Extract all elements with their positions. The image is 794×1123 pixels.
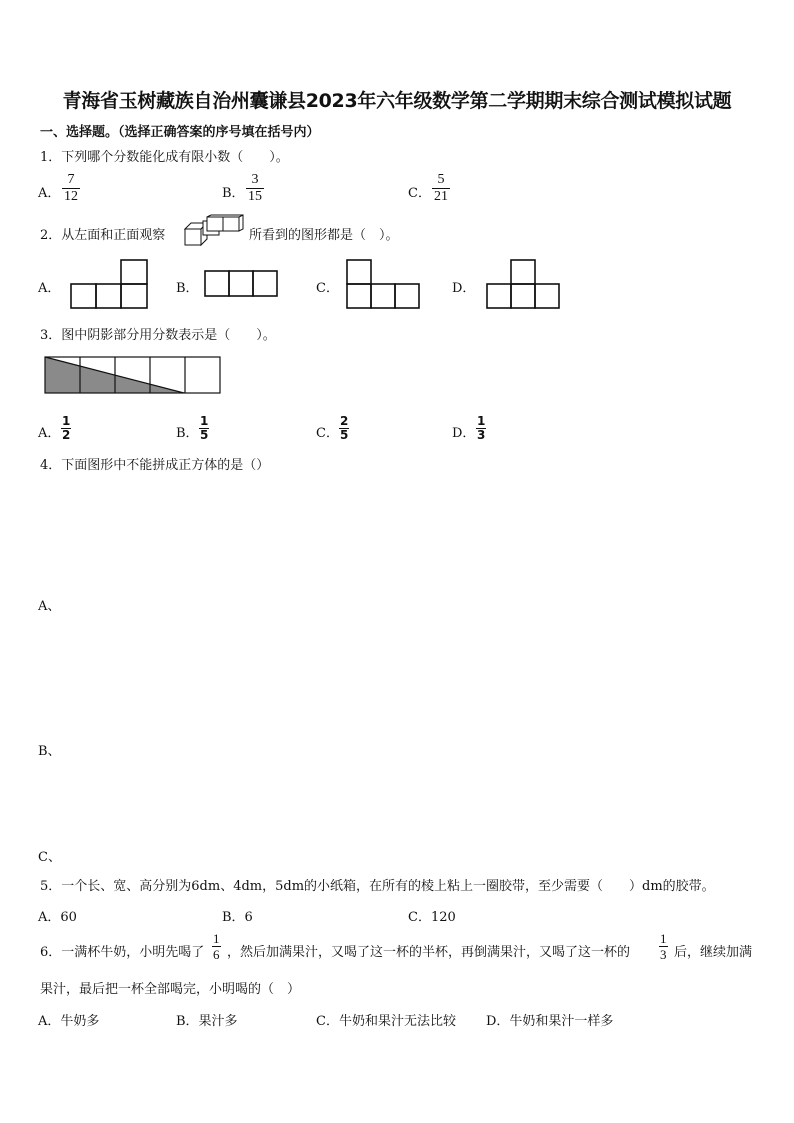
- q4-stem: 4．下面图形中不能拼成正方体的是（）: [40, 458, 270, 473]
- q1-option-b-fraction[interactable]: [246, 172, 264, 205]
- denominator: 12: [64, 189, 78, 204]
- q6-option-b[interactable]: B．果汁多: [176, 1014, 238, 1029]
- q3-option-a-label[interactable]: A．: [38, 426, 61, 441]
- q4-option-b-label[interactable]: B、: [38, 744, 61, 759]
- q6-option-c[interactable]: C．牛奶和果汁无法比较: [316, 1014, 456, 1029]
- q1-option-a-fraction[interactable]: [62, 172, 80, 205]
- numerator: 5: [437, 172, 445, 187]
- q6-option-d[interactable]: D．牛奶和果汁一样多: [486, 1014, 614, 1029]
- denominator: 15: [248, 189, 262, 204]
- q1-option-b-label[interactable]: B．: [222, 186, 245, 201]
- q2-option-c-label[interactable]: C．: [316, 281, 339, 296]
- q4-option-a-label[interactable]: A、: [38, 599, 61, 614]
- q2-option-c-figure[interactable]: [346, 259, 424, 309]
- q5-option-b[interactable]: B．6: [222, 910, 253, 925]
- denominator: 6: [213, 947, 220, 962]
- section-heading: 一、选择题。（选择正确答案的序号填在括号内）: [40, 125, 320, 140]
- q2-option-b-label[interactable]: B．: [176, 281, 199, 296]
- denominator: 2: [62, 428, 71, 442]
- denominator: 3: [660, 947, 667, 962]
- numerator: 7: [67, 172, 75, 187]
- numerator: 1: [477, 414, 486, 428]
- q4-option-c-label[interactable]: C、: [38, 850, 61, 865]
- q3-option-a-fraction[interactable]: [61, 415, 71, 442]
- q2-option-a-label[interactable]: A．: [38, 281, 61, 296]
- q3-option-b-fraction[interactable]: [199, 415, 209, 442]
- cube-stack-figure: [183, 215, 245, 247]
- q3-option-c-label[interactable]: C．: [316, 426, 339, 441]
- denominator: 21: [434, 189, 448, 204]
- denominator: 3: [477, 428, 486, 442]
- q6-stem-part3: 后，继续加满: [674, 945, 753, 960]
- q2-stem-part2: 所看到的图形都是（ ）。: [249, 228, 399, 243]
- q1-option-c-fraction[interactable]: [432, 172, 450, 205]
- q6-fraction-second-drink: [659, 931, 668, 962]
- q6-stem-part2: ，然后加满果汁，又喝了这一杯的半杯，再倒满果汁，又喝了这一杯的: [227, 945, 631, 960]
- q5-stem: 5．一个长、宽、高分别为6dm、4dm，5dm的小纸箱，在所有的棱上粘上一圈胶带，至少需要（ ）dm的胶带。: [40, 879, 715, 894]
- q1-stem: 1．下列哪个分数能化成有限小数（ ）。: [40, 150, 289, 165]
- q3-shaded-strip-figure: [44, 356, 222, 396]
- numerator: 1: [660, 931, 667, 946]
- q3-option-d-fraction[interactable]: [476, 415, 486, 442]
- q5-option-c[interactable]: C．120: [408, 910, 456, 925]
- numerator: 2: [340, 414, 349, 428]
- numerator: 1: [213, 931, 220, 946]
- q6-stem-part1: 6．一满杯牛奶，小明先喝了: [40, 945, 205, 960]
- q3-option-b-label[interactable]: B．: [176, 426, 199, 441]
- q3-option-d-label[interactable]: D．: [452, 426, 476, 441]
- q1-option-c-label[interactable]: C．: [408, 186, 431, 201]
- denominator: 5: [200, 428, 209, 442]
- q5-option-a[interactable]: A．60: [38, 910, 77, 925]
- q2-option-d-figure[interactable]: [486, 259, 564, 309]
- denominator: 5: [340, 428, 349, 442]
- q2-stem-part1: 2．从左面和正面观察: [40, 228, 166, 243]
- q3-stem: 3．图中阴影部分用分数表示是（ ）。: [40, 328, 276, 343]
- page-title: 青海省玉树藏族自治州囊谦县2023年六年级数学第二学期期末综合测试模拟试题: [62, 90, 732, 112]
- q2-option-a-figure[interactable]: [70, 259, 150, 309]
- numerator: 3: [251, 172, 259, 187]
- q6-stem-line2: 果汁，最后把一杯全部喝完，小明喝的（ ）: [40, 982, 301, 997]
- q6-option-a[interactable]: A．牛奶多: [38, 1014, 100, 1029]
- q1-option-a-label[interactable]: A．: [38, 186, 61, 201]
- q2-option-b-figure[interactable]: [204, 270, 280, 298]
- numerator: 1: [62, 414, 71, 428]
- q3-option-c-fraction[interactable]: [339, 415, 349, 442]
- q2-option-d-label[interactable]: D．: [452, 281, 476, 296]
- q6-fraction-first-drink: [212, 931, 221, 962]
- numerator: 1: [200, 414, 209, 428]
